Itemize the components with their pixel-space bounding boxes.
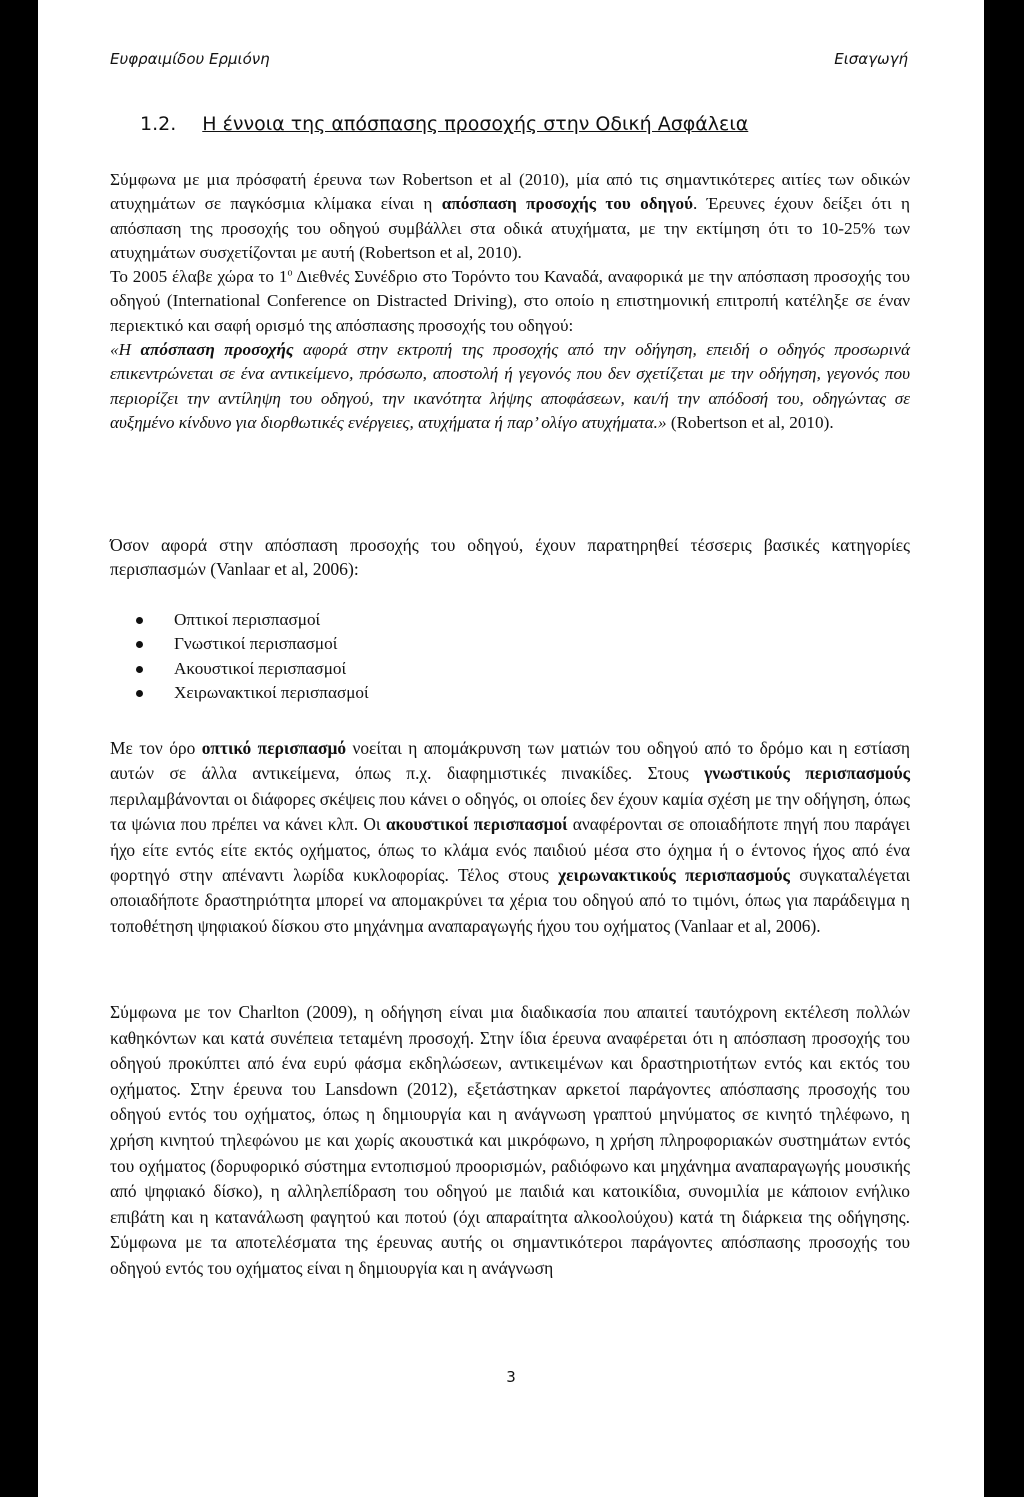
p1-s3a: Το 2005 έλαβε χώρα το 1	[110, 267, 288, 287]
quote-text: αφορά στην εκτροπή της προσοχής από την οδήγηση, επειδή ο οδηγός προσωρινά επικεντρώνεται σε ένα αντικείμενο, πρόσωπο, αποστολή ή γεγονός που δεν σχετίζεται με την οδήγηση, γεγονός που περιορίζει την αντίληψη του οδηγού, την ικανότητα λήψης αποφάσεων, και/ή την απόδοσή του, οδηγώντας σε αυξημένο κίνδυνο για διορθωτικές ενέργειες, ατυχήματα ή παρ’ ολίγο ατυχήματα.»	[110, 340, 910, 432]
p3-b-bold: γνωστικούς περισπασμούς	[704, 763, 910, 784]
bullet-icon	[136, 666, 143, 673]
p1-s2: . Έρευνες έχουν δείξει ότι η απόσπαση της προσοχής του οδηγού συμβάλλει στα οδικά ατυχήματα, με την εκτίμηση ότι το 10-25% των ατυχημάτων συσχετίζονται με αυτή (Robertson et al, 2010).	[110, 194, 910, 262]
page-number: 3	[506, 1368, 516, 1386]
list-item	[110, 657, 369, 681]
bullet-icon	[136, 617, 143, 624]
list-item-label: Οπτικοί περισπασμοί	[174, 610, 321, 629]
p1-s1-bold: απόσπαση προσοχής του οδηγού	[441, 194, 693, 214]
quote-reference: (Robertson et al, 2010).	[666, 412, 834, 432]
section-title: Η έννοια της απόσπασης προσοχής στην Οδική Ασφάλεια	[202, 113, 749, 135]
list-item	[110, 608, 369, 632]
p3-d: αναφέρονται σε οποιαδήποτε πηγή που παράγει ήχο είτε εντός είτε εκτός οχήματος, όπως το κλάμα ενός παιδιού μέσα στο όχημα ή ο έντονος ήχος από ένα φορτηγό στην απέναντι λωρίδα κυκλοφορίας. Τέλος στους	[110, 814, 910, 886]
list-item	[110, 681, 369, 705]
document-page	[38, 0, 984, 1497]
p1-s3b: Διεθνές Συνέδριο στο Τορόντο του Καναδά, αναφορικά με την απόσπαση προσοχής του οδηγού (International Conference on Distracted Driving), στο οποίο η επιστημονική επιτροπή κατέληξε σε έναν περιεκτικό και σαφή ορισμό της απόσπασης προσοχής του οδηγού:	[110, 267, 910, 335]
header-chapter: Εισαγωγή	[834, 50, 908, 68]
section-heading	[140, 113, 748, 135]
bullet-icon	[136, 641, 143, 648]
p1-s1: Σύμφωνα με μια πρόσφατή έρευνα των Robertson et al (2010), μία από τις σημαντικότερες αιτίες των οδικών ατυχημάτων σε παγκόσμια κλίμακα είναι η	[110, 170, 910, 214]
paragraph-categories: Όσον αφορά στην απόσπαση προσοχής του οδηγού, έχουν παρατηρηθεί τέσσερις βασικές κατηγορίες περισπασμών (Vanlaar et al, 2006):	[110, 535, 910, 579]
header-author: Ευφραιμίδου Ερμιόνη	[110, 50, 270, 68]
list-item	[110, 632, 369, 656]
p3-c-bold: ακουστικοί περισπασμοί	[385, 814, 568, 835]
p3-d-bold: χειρωνακτικούς περισπασμούς	[558, 865, 790, 886]
quote-open: «Η	[110, 340, 141, 360]
p1-sup: ο	[287, 267, 293, 279]
list-item-label: Χειρωνακτικοί περισπασμοί	[174, 682, 369, 702]
list-item-label: Γνωστικοί περισπασμοί	[174, 634, 338, 654]
paragraph-charlton: Σύμφωνα με τον Charlton (2009), η οδήγηση είναι μια διαδικασία που απαιτεί ταυτόχρονη εκτέλεση πολλών καθηκόντων και κατά συνέπεια τεταμένη προσοχή. Στην ίδια έρευνα αναφέρεται ότι η απόσπαση προσοχής του οδηγού προκύπτει από ένα ευρύ φάσμα εκδηλώσεων, αντικειμένων και δραστηριοτήτων εντός και εκτός του οχήματος. Στην έρευνα του Lansdown (2012), εξετάστηκαν αρκετοί παράγοντες απόσπασης προσοχής του οδηγού εντός του οχήματος, όπως η δημιουργία και η ανάγνωση γραπτού μηνύματος σε κινητό τηλέφωνο, η χρήση κινητού τηλεφώνου με και χωρίς ακουστικά και μικρόφωνο, η χρήση πληροφοριακών συστημάτων εντός του οχήματος (δορυφορικό σύστημα εντοπισμού προορισμών, ραδιόφωνο και μηχάνημα αναπαραγωγής μουσικής από ψηφιακό δίσκο), η αλληλεπίδραση του οδηγού με παιδιά και κατοικίδια, συνομιλία με κάποιον ενήλικο επιβάτη και η κατανάλωση φαγητού και ποτού (όχι απαραίτητα αλκοολούχου) κατά τη διάρκεια της οδήγησης. Σύμφωνα με τα αποτελέσματα της έρευνας αυτής οι σημαντικότεροι παράγοντες απόσπασης προσοχής του οδηγού εντός του οχήματος είναι η δημιουργία και η ανάγνωση	[110, 1002, 910, 1278]
section-number: 1.2.	[140, 113, 177, 135]
bullet-icon	[136, 690, 143, 697]
p3-b: νοείται η απομάκρυνση των ματιών του οδηγού από το δρόμο και η εστίαση αυτών σε άλλα αντικείμενα, όπως π.χ. διαφημιστικές πινακίδες. Στους	[110, 738, 910, 784]
p3-c: περιλαμβάνονται οι διάφορες σκέψεις που κάνει ο οδηγός, οι οποίες δεν έχουν καμία σχέση με την οδήγηση, όπως τα ψώνια που πρέπει να κάνει κλπ. Οι	[110, 788, 910, 835]
p3-a-bold: οπτικό περισπασμό	[201, 738, 347, 758]
list-item-label: Ακουστικοί περισπασμοί	[174, 658, 347, 678]
p3-e: συγκαταλέγεται οποιαδήποτε δραστηριότητα μπορεί να απομακρύνει τα χέρια του οδηγού από το τιμόνι, όπως για παράδειγμα η τοποθέτηση ψηφιακού δίσκου στο μηχάνημα αναπαραγωγής ήχου του οχήματος (Vanlaar et al, 2006).	[110, 865, 910, 936]
paragraph-definitions	[110, 736, 910, 939]
p3-a: Με τον όρο	[110, 738, 202, 758]
paragraph-intro	[110, 168, 910, 435]
distraction-list	[110, 608, 369, 705]
quote-bold: απόσπαση προσοχής	[140, 340, 294, 360]
